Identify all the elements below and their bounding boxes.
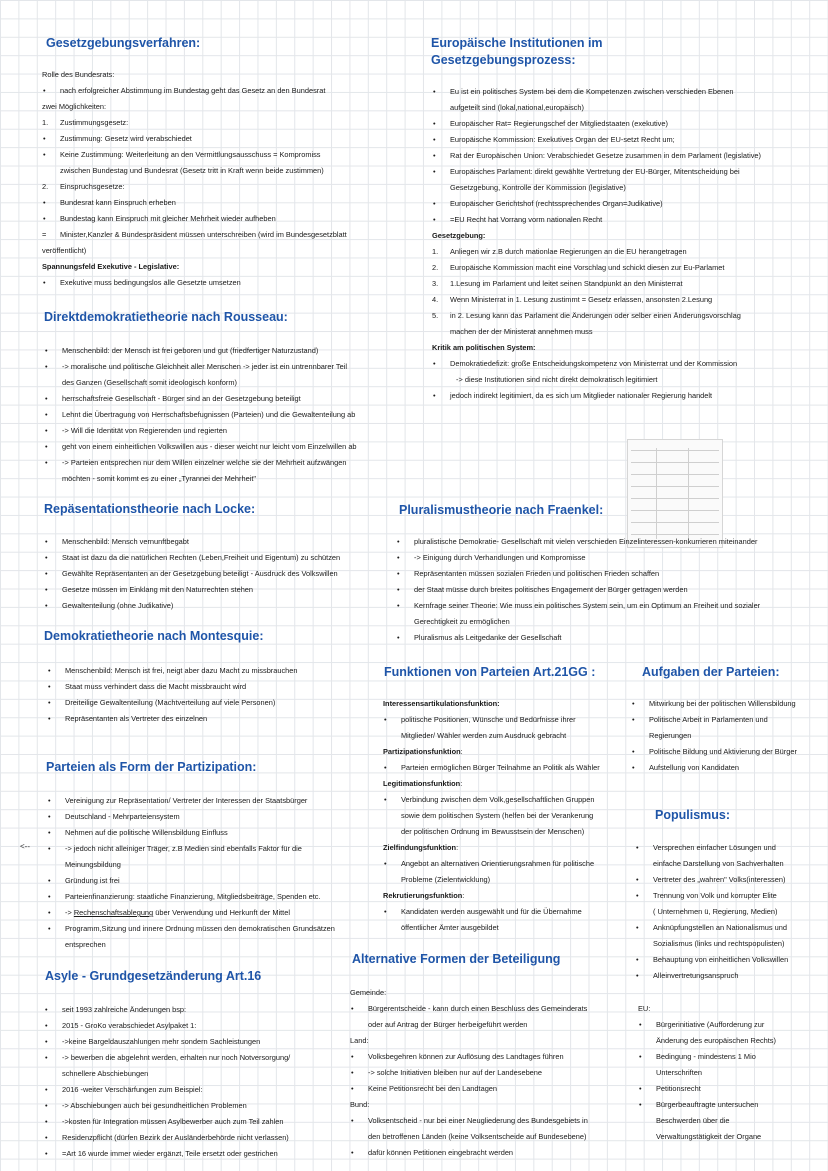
list-item: • Bundesrat kann Einspruch erheben [42, 195, 412, 211]
list-item-continued: -> diese Institutionen sind nicht direkt demokratisch legitimiert [456, 375, 658, 384]
list-item [432, 260, 822, 276]
list-item: • Politische Bildung und Aktivierung der Bürger [631, 744, 826, 760]
list-item: • Lehnt die Übertragung von Herrschaftsbefugnissen (Parteien) und die Gewaltenteilung ab [44, 407, 424, 423]
subheading-kritik: Kritik am politischen System: [432, 343, 536, 352]
thumbnail-row-line [631, 498, 719, 505]
heading-parteien: Parteien als Form der Partizipation: [46, 760, 257, 774]
section-gesetzgebungsverfahren [46, 35, 200, 51]
populismus-list [635, 840, 825, 984]
bullet-list [42, 275, 412, 291]
list-item: • -> jedoch nicht alleiniger Träger, z.B Medien sind ebenfalls Faktor für die [47, 841, 417, 857]
list-item: • Behauptung von einheitlichen Volkswillen [635, 952, 825, 968]
list-text: über Verwendung und Herkunft der Mittel [155, 908, 290, 917]
bullet-list [350, 1001, 632, 1033]
list-text: Einspruchsgesetze: [60, 182, 125, 191]
list-item: • -> Einigung durch Verhandlungen und Kompromisse [396, 550, 824, 566]
list-item-continued: möchten - somit kommt es zu einer „Tyrannei der Mehrheit" [62, 474, 257, 483]
list-item: • Bürgerbeauftragte untersuchen [638, 1097, 826, 1113]
list-number: 3. [432, 279, 439, 288]
list-item: • Versprechen einfacher Lösungen und [635, 840, 825, 856]
thumbnail-row-line [631, 486, 719, 493]
list-item [432, 308, 822, 324]
list-item-continued: der politischen Ordnung im Bewusstsein der Menschen) [401, 827, 585, 836]
list-item: • Angebot an alternativen Orientierungsrahmen für politische [383, 856, 635, 872]
list-item: • Alleinvertretungsanspruch [635, 968, 825, 984]
list-item-continued: entsprechen [65, 940, 106, 949]
list-item-continued: den betroffenen Länden (keine Volksentscheide auf Bundesebene) [368, 1132, 587, 1141]
list-item: • herrschaftsfreie Gesellschaft - Bürger sind an der Gesetzgebung beteiligt [44, 391, 424, 407]
subheading-text: Partizipationsfunktion [383, 747, 461, 756]
thumbnail-row-line [631, 474, 719, 481]
list-item-continued: zwischen Bundestag und Bundesrat (Gesetz tritt in Kraft wenn beide zustimmen) [60, 166, 324, 175]
list-item-continued: des Ganzen (Gesellschaft somit ideologisch konform) [62, 378, 237, 387]
list-text: Europäische Kommission macht eine Vorschlag und schickt diesen zur Eu-Parlamet [450, 263, 725, 272]
list-item-continued: machen der der Ministerat annehmen muss [450, 327, 593, 336]
list-item: • jedoch indirekt legitimiert, da es sich um Mitglieder nationaler Regierung handelt [432, 388, 822, 404]
parteien-list [47, 793, 417, 953]
heading-aufgaben: Aufgaben der Parteien: [642, 665, 780, 679]
bullet-list [42, 83, 412, 99]
list-item-continued: Regierungen [649, 731, 692, 740]
bullet-list [383, 712, 635, 744]
list-item: • ->keine Bargeldauszahlungen mehr sondern Sachleistungen [44, 1034, 404, 1050]
list-item-continued: Beschwerden über die [656, 1116, 730, 1125]
section-rousseau [44, 309, 288, 325]
list-item: • Petitionsrecht [638, 1081, 826, 1097]
list-item: • Europäisches Parlament: direkt gewählte Vertretung der EU-Bürger, Mitentscheidung bei [432, 164, 822, 180]
list-item: • Menschenbild: Mensch ist frei, neigt aber dazu Macht zu missbrauchen [47, 663, 407, 679]
thumbnail-row-line [631, 522, 719, 529]
list-item: • =Art 16 wurde immer wieder ergänzt, Teile ersetzt oder gestrichen [44, 1146, 404, 1162]
section-parteien [46, 759, 256, 775]
list-item: • =EU Recht hat Vorrang vorm nationalen Recht [432, 212, 822, 228]
heading-rousseau: Direktdemokratietheorie nach Rousseau: [44, 310, 288, 324]
list-item: • Kandidaten werden ausgewählt und für die Übernahme [383, 904, 635, 920]
steps-list [432, 244, 822, 340]
list-item: • Bürgerentscheide - kann durch einen Beschluss des Gemeinderats [350, 1001, 632, 1017]
list-item-continued: sowie dem politischen System (helfen bei der Verankerung [401, 811, 594, 820]
list-item: • Parteien ermöglichen Bürger Teilnahme an Politik als Wähler [383, 760, 635, 776]
bullet-list [383, 856, 635, 888]
list-item-continued: Meinungsbildung [65, 860, 121, 869]
heading-montesquie: Demokratietheorie nach Montesquie: [44, 629, 264, 643]
list-item: • -> bewerben die abgelehnt werden, erhalten nur noch Notversorgung/ [44, 1050, 404, 1066]
list-item: • Kernfrage seiner Theorie: Wie muss ein politisches System sein, um ein Optimum an Freiheit und sozialer [396, 598, 824, 614]
fraenkel-list [396, 534, 824, 646]
list-item: • 2015 - GroKo verabschiedet Asylpaket 1: [44, 1018, 404, 1034]
heading-alternative: Alternative Formen der Beteiligung [352, 952, 561, 966]
list-item: • Gesetze müssen im Einklang mit den Naturrechten stehen [44, 582, 414, 598]
subheading-gesetzgebung: Gesetzgebung: [432, 231, 486, 240]
label-bund: Bund: [350, 1100, 370, 1109]
list-item: • Vertreter des „wahren" Volks(interessen) [635, 872, 825, 888]
list-item [42, 115, 412, 131]
list-item: • Programm,Sitzung und innere Ordnung müssen den demokratischen Grundsätzen [47, 921, 417, 937]
aufgaben-list [631, 696, 826, 776]
list-item: • Menschenbild: Mensch vernunftbegabt [44, 534, 414, 550]
subheading-function: Interessensartikulationsfunktion: [383, 699, 500, 708]
section-populismus [655, 807, 730, 823]
list-item-continued: aufgeteilt sind (lokal,national,europäisch) [450, 103, 584, 112]
list-item: • -> Abschiebungen auch bei gesundheitlichen Problemen [44, 1098, 404, 1114]
funktionen-body [383, 696, 635, 936]
equals-sign: = [42, 230, 47, 239]
list-item-continued: Verwaltungstätigkeit der Organe [656, 1132, 762, 1141]
list-number: 2. [42, 182, 49, 191]
subheading-text: Legitimationsfunktion [383, 779, 461, 788]
list-item: • Dreiteilige Gewaltenteilung (Machtverteilung auf viele Personen) [47, 695, 407, 711]
list-text: Minister,Kanzler & Bundespräsident müssen unterschreiben (wird im Bundesgesetzblatt [60, 230, 347, 239]
list-item: • der Staat müsse durch breites politisches Engagement der Bürger getragen werden [396, 582, 824, 598]
bullet-list [42, 131, 412, 179]
heading-gesetzgebungsverfahren: Gesetzgebungsverfahren: [46, 36, 201, 50]
list-item: • ->kosten für Integration müssen Asylbewerber auch zum Teil zahlen [44, 1114, 404, 1130]
list-item [432, 276, 822, 292]
list-item: • Aufstellung von Kandidaten [631, 760, 826, 776]
list-item: • Gewaltenteilung (ohne Judikative) [44, 598, 414, 614]
bullet-list [383, 792, 635, 840]
list-item [42, 227, 412, 243]
list-text: 1.Lesung im Parlament und leitet seinen Standpunkt an den Ministerrat [450, 279, 683, 288]
eu-gesetzgebung [432, 228, 822, 404]
bullet-list [350, 1113, 632, 1161]
list-item: • 2016 -weiter Verschärfungen zum Beispiel: [44, 1082, 404, 1098]
kritik-list [432, 356, 822, 404]
list-item-continued: öffentlicher Ämter ausgebildet [401, 923, 499, 932]
list-item-continued: Änderung des europäischen Rechts) [656, 1036, 776, 1045]
list-item: • Zustimmung: Gesetz wird verabschiedet [42, 131, 412, 147]
list-item: • Menschenbild: der Mensch ist frei geboren und gut (friedfertiger Naturzustand) [44, 343, 424, 359]
list-item: • Deutschland - Mehrparteiensystem [47, 809, 417, 825]
heading-populismus: Populismus: [655, 808, 731, 822]
list-text: in 2. Lesung kann das Parlament die Änderungen oder selber einen Änderungsvorschlag [450, 311, 741, 320]
list-item: • Exekutive muss bedingungslos alle Gesetzte umsetzen [42, 275, 412, 291]
list-item: • Volksentscheid - nur bei einer Neugliederung des Bundesgebiets in [350, 1113, 632, 1129]
list-number: 4. [432, 295, 439, 304]
list-item-continued: oder auf Antrag der Bürger herbeigeführt werden [368, 1020, 528, 1029]
margin-arrow: <-- [20, 842, 30, 851]
heading-locke: Repäsentationstheorie nach Locke: [44, 502, 256, 516]
underlined-term: Rechenschaftsablegung [73, 908, 154, 917]
list-item: • Gewählte Repräsentanten an der Gesetzgebung beteiligt - Ausdruck des Volkswillen [44, 566, 414, 582]
thumbnail-row-line [631, 450, 719, 457]
list-item: • politische Positionen, Wünsche und Bedürfnisse ihrer [383, 712, 635, 728]
list-text: Wenn Ministerrat in 1. Lesung zustimmt = Gesetz erlassen, ansonsten 2.Lesung [450, 295, 713, 304]
section-eu-institutionen [431, 35, 603, 69]
numbered-list [42, 115, 412, 131]
heading-eu-line1: Europäische Institutionen im [431, 36, 603, 50]
list-item: • Repräsentanten müssen sozialen Frieden und politischen Frieden schaffen [396, 566, 824, 582]
list-item: • Repräsentanten als Vertreter des einzelnen [47, 711, 407, 727]
list-item: • Trennung von Volk und korrupter Elite [635, 888, 825, 904]
list-item: • -> Will die Identität von Regierenden und regierten [44, 423, 424, 439]
list-item: • Politische Arbeit in Parlamenten und [631, 712, 826, 728]
arrow-text: -> [65, 908, 72, 917]
list-item: • -> moralische und politische Gleichheit aller Menschen -> jeder ist ein untrennbarer Teil [44, 359, 424, 375]
section-locke [44, 501, 255, 517]
list-number: 1. [42, 118, 49, 127]
list-item: • Europäischer Gerichtshof (rechtssprechendes Organ=Judikative) [432, 196, 822, 212]
list-item-continued: Gerechtigkeit zu ermöglichen [414, 617, 510, 626]
subheading-function: Partizipationsfunktion: [383, 747, 463, 756]
subheading-spannungsfeld: Spannungsfeld Exekutive - Legislative: [42, 262, 180, 271]
list-number: 5. [432, 311, 439, 320]
thumbnail-table-image [627, 439, 723, 548]
list-item-continued: Gesetzgebung, Kontrolle der Kommission (legislative) [450, 183, 626, 192]
label-land: Land: [350, 1036, 369, 1045]
list-item: • Gründung ist frei [47, 873, 417, 889]
list-item-continued: Probleme (Zielentwicklung) [401, 875, 491, 884]
section-funktionen [384, 664, 595, 680]
rousseau-list [44, 343, 424, 487]
bullet-list [350, 1049, 632, 1097]
list-text: Anliegen wir z.B durch mationlae Regierungen an die EU herangetragen [450, 247, 687, 256]
list-item: • seit 1993 zahlreiche Änderungen bsp: [44, 1002, 404, 1018]
list-item: • Nehmen auf die politische Willensbildung Einfluss [47, 825, 417, 841]
list-item: • nach erfolgreicher Abstimmung im Bundestag geht das Gesetz an den Bundesrat [42, 83, 412, 99]
list-item: • Mitwirkung bei der politischen Willensbildung [631, 696, 826, 712]
subheading-text: Gesetzgebung [432, 231, 483, 240]
list-number: 2. [432, 263, 439, 272]
list-item-continued: Mitglieder/ Wähler werden zum Ausdruck gebracht [401, 731, 567, 740]
list-item: • Staat ist dazu da die natürlichen Rechten (Leben,Freiheit und Eigentum) zu schützen [44, 550, 414, 566]
bullet-list [383, 904, 635, 936]
thumbnail-row-line [631, 462, 719, 469]
subheading-function: Legitimationsfunktion: [383, 779, 463, 788]
list-item: • Bundestag kann Einspruch mit gleicher Mehrheit wieder aufheben [42, 211, 412, 227]
section-montesquie [44, 628, 264, 644]
alternative-body [350, 985, 632, 1161]
list-item [47, 905, 417, 921]
list-item [42, 179, 412, 195]
subheading-text: Zielfindungsfunktion [383, 843, 457, 852]
subheading-function: Zielfindungsfunktion: [383, 843, 459, 852]
list-item [432, 244, 822, 260]
list-item: • -> solche Initiativen bleiben nur auf der Landesebene [350, 1065, 632, 1081]
label-eu: EU: [638, 1004, 651, 1013]
eu-list [432, 84, 822, 228]
list-item: • Verbindung zwischen dem Volk,gesellschaftlichen Gruppen [383, 792, 635, 808]
list-item: • geht von einem einheitlichen Volkswillen aus - dieser weicht nur leicht vom Einzelwillen ab [44, 439, 424, 455]
bullet-list [383, 760, 635, 776]
eu-participation [638, 1001, 826, 1145]
heading-asyl: Asyle - Grundgesetzänderung Art.16 [45, 969, 262, 983]
text-line: veröffentlicht) [42, 246, 87, 255]
bullet-list [42, 195, 412, 227]
list-item: • Residenzpflicht (dürfen Bezirk der Ausländerbehörde nicht verlassen) [44, 1130, 404, 1146]
list-item: • Keine Petitionsrecht bei den Landtagen [350, 1081, 632, 1097]
list-item-continued: Sozialismus (links und rechtspopulisten) [653, 939, 785, 948]
list-item: • Vereinigung zur Repräsentation/ Vertreter der Interessen der Staatsbürger [47, 793, 417, 809]
list-item-continued: einfache Darstellung von Sachverhalten [653, 859, 784, 868]
label-gemeinde: Gemeinde: [350, 988, 387, 997]
numbered-list [42, 179, 412, 195]
subheading-text: Rekrutierungsfunktion [383, 891, 463, 900]
list-item: • Bürgerinitiative (Aufforderung zur [638, 1017, 826, 1033]
section-asyl [45, 968, 261, 984]
section-aufgaben [642, 664, 780, 680]
subheading-function: Rekrutierungsfunktion: [383, 891, 465, 900]
list-item: • Anknüpfungstellen an Nationalismus und [635, 920, 825, 936]
montesquie-list [47, 663, 407, 727]
text-line: zwei Möglichkeiten: [42, 102, 107, 111]
list-item: • Parteienfinanzierung: staatliche Finanzierung, Mitgliedsbeiträge, Spenden etc. [47, 889, 417, 905]
text-line: Rolle des Bundesrats: [42, 70, 115, 79]
heading-fraenkel: Pluralismustheorie nach Fraenkel: [399, 503, 604, 517]
thumbnail-row-line [631, 510, 719, 517]
list-item: • pluralistische Demokratie- Gesellschaft mit vielen verschieden Einzelinteressen-konkurrieren miteinander [396, 534, 824, 550]
list-item: • Keine Zustimmung: Weiterleitung an den Vermittlungsausschuss = Kompromiss [42, 147, 412, 163]
list-item: • Rat der Europäischen Union: Verabschiedet Gesetze zusammen in dem Parlament (legislative) [432, 148, 822, 164]
list-item: • Staat muss verhindert dass die Macht missbraucht wird [47, 679, 407, 695]
list-item-continued: Unterschriften [656, 1068, 703, 1077]
list-item: • Demokratiedefizit: große Entscheidungskompetenz von Ministerrat und der Kommission [432, 356, 822, 372]
list-item: • -> Parteien entsprechen nur dem Willen einzelner welche sie der Mehrheit aufzwängen [44, 455, 424, 471]
list-item-continued: ( Unternehmen ü, Regierung, Medien) [653, 907, 778, 916]
bullet-list [638, 1017, 826, 1145]
list-item: • dafür können Petitionen eingebracht werden [350, 1145, 632, 1161]
heading-funktionen: Funktionen von Parteien Art.21GG : [384, 665, 596, 679]
equals-list [42, 227, 412, 243]
list-text: Zustimmungsgesetz: [60, 118, 129, 127]
gesetz-body [42, 67, 412, 291]
list-item: • Pluralismus als Leitgedanke der Gesellschaft [396, 630, 824, 646]
list-number: 1. [432, 247, 439, 256]
list-item: • Europäischer Rat= Regierungschef der Mitgliedstaaten (exekutive) [432, 116, 822, 132]
list-item: • Bedingung - mindestens 1 Mio [638, 1049, 826, 1065]
heading-eu-line2: Gesetzgebungsprozess: [431, 53, 576, 67]
list-item: • Volksbegehren können zur Auflösung des Landtages führen [350, 1049, 632, 1065]
list-item-continued: schnellere Abschiebungen [62, 1069, 149, 1078]
section-alternative [352, 951, 560, 967]
section-fraenkel [399, 502, 603, 518]
list-item [432, 292, 822, 308]
list-item: • Eu ist ein politisches System bei dem die Kompetenzen zwischen verschieden Ebenen [432, 84, 822, 100]
list-item: • Europäische Kommission: Exekutives Organ der EU-setzt Recht um; [432, 132, 822, 148]
locke-list [44, 534, 414, 614]
